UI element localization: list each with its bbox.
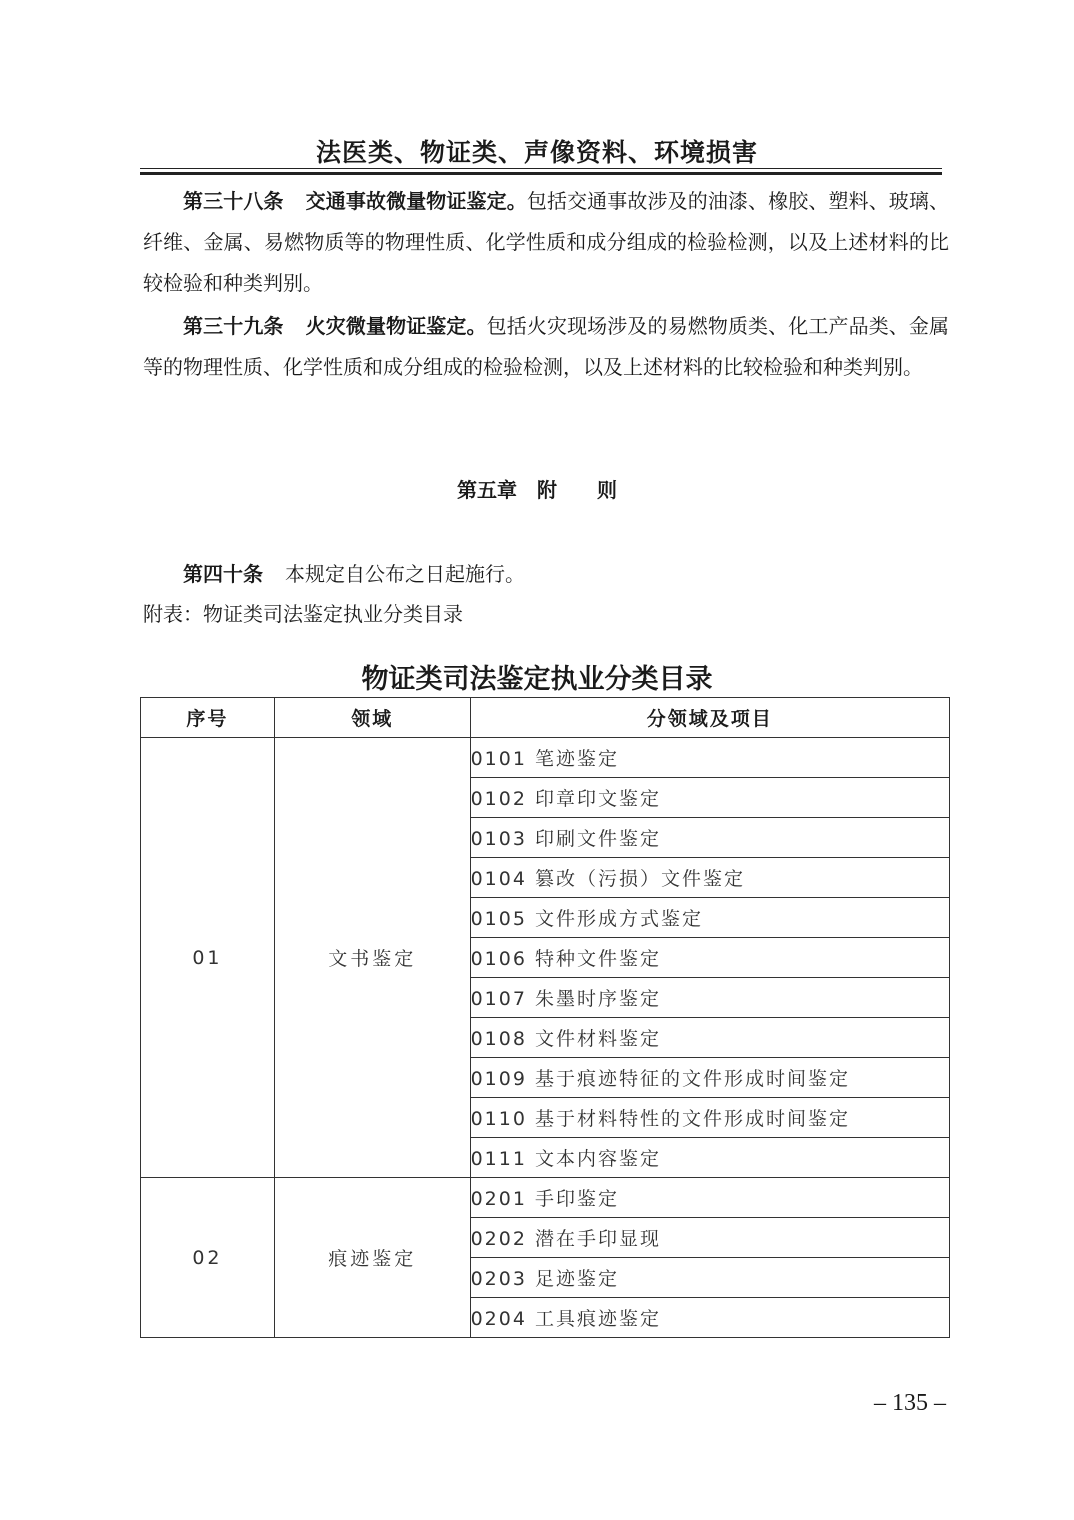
item-cell: 0111 文本内容鉴定 bbox=[470, 1138, 949, 1178]
header-serial: 序号 bbox=[141, 698, 275, 738]
article-38-label: 第三十八条 bbox=[183, 189, 284, 213]
page-number: – 135 – bbox=[874, 1390, 946, 1416]
item-cell: 0109 基于痕迹特征的文件形成时间鉴定 bbox=[470, 1058, 949, 1098]
table-row bbox=[141, 738, 950, 778]
item-cell: 0106 特种文件鉴定 bbox=[470, 938, 949, 978]
group-field: 痕迹鉴定 bbox=[274, 1178, 470, 1338]
item-cell: 0202 潜在手印显现 bbox=[470, 1218, 949, 1258]
item-cell: 0101 笔迹鉴定 bbox=[470, 738, 949, 778]
classification-table bbox=[140, 697, 950, 1338]
item-cell: 0103 印刷文件鉴定 bbox=[470, 818, 949, 858]
article-40-body: 本规定自公布之日起施行。 bbox=[285, 562, 525, 586]
item-cell: 0204 工具痕迹鉴定 bbox=[470, 1298, 949, 1338]
item-cell: 0105 文件形成方式鉴定 bbox=[470, 898, 949, 938]
header-subfield: 分领域及项目 bbox=[470, 698, 949, 738]
header-field: 领域 bbox=[274, 698, 470, 738]
article-38-body: 包括交通事故涉及的油漆、橡胶、塑料、玻璃、纤维、金属、易燃物质等的物理性质、化学性质和成分组成的检验检测，以及上述材料的比较检验和种类判别。 bbox=[143, 189, 950, 295]
item-cell: 0102 印章印文鉴定 bbox=[470, 778, 949, 818]
article-38-heading: 交通事故微量物证鉴定。 bbox=[305, 189, 527, 213]
article-39-label: 第三十九条 bbox=[183, 314, 284, 338]
group-serial: 01 bbox=[141, 738, 275, 1178]
table-title: 物证类司法鉴定执业分类目录 bbox=[361, 664, 713, 695]
group-serial: 02 bbox=[141, 1178, 275, 1338]
article-40 bbox=[143, 554, 949, 595]
header-rule-thick bbox=[140, 172, 942, 175]
item-cell: 0104 篡改（污损）文件鉴定 bbox=[470, 858, 949, 898]
group-field: 文书鉴定 bbox=[274, 738, 470, 1178]
article-39-heading: 火灾微量物证鉴定。 bbox=[305, 314, 487, 338]
item-cell: 0108 文件材料鉴定 bbox=[470, 1018, 949, 1058]
running-header-title: 法医类、物证类、声像资料、环境损害 bbox=[315, 138, 758, 167]
article-39 bbox=[143, 306, 949, 388]
table-header-row bbox=[141, 698, 950, 738]
article-38 bbox=[143, 181, 949, 304]
appendix-note: 附表：物证类司法鉴定执业分类目录 bbox=[143, 602, 463, 626]
item-cell: 0203 足迹鉴定 bbox=[470, 1258, 949, 1298]
table-row bbox=[141, 1178, 950, 1218]
header-rule bbox=[140, 168, 942, 169]
item-cell: 0201 手印鉴定 bbox=[470, 1178, 949, 1218]
article-40-label: 第四十条 bbox=[183, 562, 263, 586]
chapter-heading: 第五章 附 则 bbox=[457, 478, 617, 502]
article-39-body: 包括火灾现场涉及的易燃物质类、化工产品类、金属等的物理性质、化学性质和成分组成的检验检测，以及上述材料的比较检验和种类判别。 bbox=[143, 314, 950, 379]
item-cell: 0107 朱墨时序鉴定 bbox=[470, 978, 949, 1018]
item-cell: 0110 基于材料特性的文件形成时间鉴定 bbox=[470, 1098, 949, 1138]
